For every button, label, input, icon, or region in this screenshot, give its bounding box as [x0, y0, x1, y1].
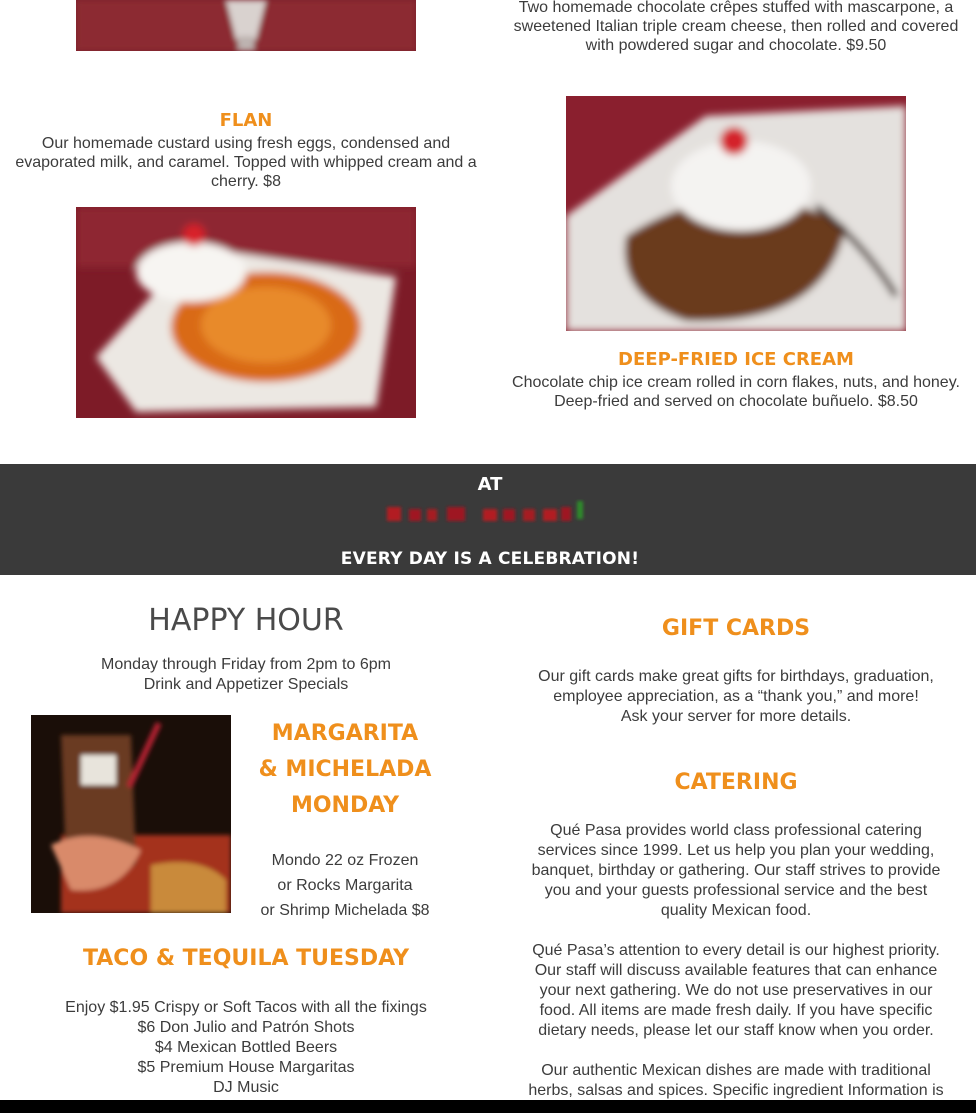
flan-photo: [76, 207, 416, 418]
taco-tuesday-item: $4 Mexican Bottled Beers: [154, 1039, 338, 1056]
margarita-photo: [31, 715, 231, 913]
ice-cream-photo: [566, 96, 906, 331]
celebration-banner: [0, 464, 976, 575]
ice-cream-title: DEEP-FRIED ICE CREAM: [618, 349, 854, 370]
margarita-line: or Rocks Margarita: [277, 877, 413, 894]
catering-paragraph: Our authentic Mexican dishes are made with traditional herbs, salsas and spices. Specific ingredient Information is: [528, 1062, 944, 1099]
taco-tuesday-list: [0, 998, 492, 1098]
margarita-title-line: & MICHELADA: [258, 757, 432, 782]
gift-cards-title: GIFT CARDS: [661, 616, 811, 641]
crepes-description: Two homemade chocolate crêpes stuffed with mascarpone, a sweetened Italian triple cream cheese, then rolled and covered with powdered sugar and chocolate. $9.50: [513, 0, 959, 54]
margarita-title-line: MONDAY: [290, 793, 400, 818]
margarita-monday-title: [250, 716, 440, 824]
margarita-line: or Shrimp Michelada $8: [260, 902, 430, 919]
gift-cards-description: [520, 667, 952, 727]
taco-tuesday-item: $5 Premium House Margaritas: [137, 1059, 355, 1076]
flan-description: Our homemade custard using fresh eggs, condensed and evaporated milk, and caramel. Topped with whipped cream and a cherry. $8: [15, 135, 477, 190]
margarita-line: Mondo 22 oz Frozen: [271, 852, 419, 869]
bottom-bar: [0, 1100, 976, 1113]
ice-cream-description: Chocolate chip ice cream rolled in corn flakes, nuts, and honey. Deep-fried and served on chocolate buñuelo. $8.50: [512, 374, 960, 410]
banner-tagline: EVERY DAY IS A CELEBRATION!: [340, 549, 640, 569]
taco-tuesday-item: Enjoy $1.95 Crispy or Soft Tacos with all the fixings: [65, 999, 427, 1016]
catering-title: CATERING: [674, 770, 798, 795]
catering-paragraph: Qué Pasa’s attention to every detail is our highest priority. Our staff will discuss available features that can enhance your next gathering. We do not use preservatives in our food. All items are made fresh daily. If you have specific dietary needs, please let our staff know when you order.: [532, 942, 940, 1039]
gift-cards-line: Ask your server for more details.: [620, 708, 852, 725]
margarita-title-line: MARGARITA: [271, 721, 419, 746]
happy-hour-title: HAPPY HOUR: [148, 603, 344, 638]
catering-paragraph: Qué Pasa provides world class professional catering services since 1999. Let us help you plan your wedding, banquet, birthday or gathering. Our staff strives to provide you and your guests professional service and the best quality Mexican food.: [531, 822, 941, 919]
happy-hour-description: [0, 655, 492, 695]
gift-cards-line: Our gift cards make great gifts for birthdays, graduation,: [538, 668, 934, 685]
crepes-photo: [76, 0, 416, 51]
happy-hour-line: Drink and Appetizer Specials: [143, 676, 349, 693]
flan-title: FLAN: [219, 110, 273, 131]
taco-tuesday-title: TACO & TEQUILA TUESDAY: [82, 946, 410, 971]
restaurant-logo: [383, 499, 593, 529]
taco-tuesday-item: $6 Don Julio and Patrón Shots: [137, 1019, 355, 1036]
banner-at-text: AT: [477, 474, 503, 495]
gift-cards-line: employee appreciation, as a “thank you,” and more!: [553, 688, 919, 705]
taco-tuesday-item: DJ Music: [213, 1079, 279, 1096]
happy-hour-line: Monday through Friday from 2pm to 6pm: [101, 656, 391, 673]
margarita-monday-description: [250, 848, 440, 923]
